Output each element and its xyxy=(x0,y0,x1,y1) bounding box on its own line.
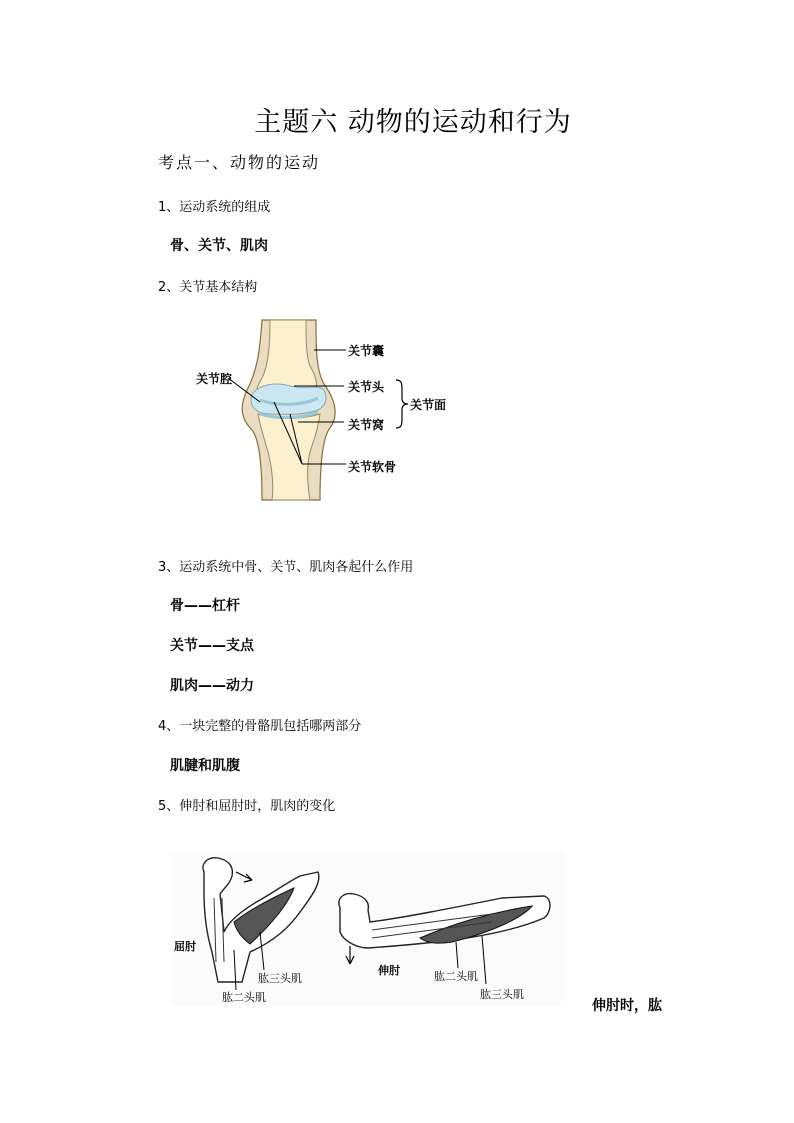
label-extend-biceps: 肱二头肌 xyxy=(434,970,478,983)
question-2: 2、关节基本结构 xyxy=(158,280,258,295)
question-5: 5、伸肘和屈肘时，肌肉的变化 xyxy=(158,799,336,814)
label-extend-triceps: 肱三头肌 xyxy=(480,988,524,1001)
question-4: 4、一块完整的骨骼肌包括哪两部分 xyxy=(158,719,362,734)
arm-illustration xyxy=(172,852,566,1006)
answer-4: 肌腱和肌腹 xyxy=(170,758,240,774)
joint-diagram xyxy=(190,318,470,502)
label-cartilage: 关节软骨 xyxy=(348,460,397,474)
question-3: 3、运动系统中骨、关节、肌肉各起什么作用 xyxy=(158,560,414,575)
label-capsule: 关节囊 xyxy=(348,344,385,358)
label-flex-triceps: 肱三头肌 xyxy=(258,972,302,985)
section-heading: 考点一、动物的运动 xyxy=(158,153,321,172)
label-flex: 屈肘 xyxy=(174,940,196,953)
label-flex-biceps: 肱二头肌 xyxy=(222,991,266,1004)
label-cavity: 关节腔 xyxy=(196,372,233,386)
label-extend: 伸肘 xyxy=(378,964,400,977)
answer-1: 骨、关节、肌肉 xyxy=(170,238,268,254)
label-surface: 关节面 xyxy=(410,398,447,412)
answer-3-2: 关节——支点 xyxy=(170,638,254,654)
answer-3-1: 骨——杠杆 xyxy=(170,598,240,614)
page-title: 主题六 动物的运动和行为 xyxy=(254,107,572,138)
brace-shape xyxy=(396,380,408,428)
question-1: 1、运动系统的组成 xyxy=(158,200,271,215)
answer-3-3: 肌肉——动力 xyxy=(170,678,254,694)
label-socket: 关节窝 xyxy=(348,418,385,432)
label-head: 关节头 xyxy=(348,380,385,394)
arm-diagram xyxy=(172,852,566,1006)
trailing-text: 伸肘时，肱 xyxy=(592,998,662,1014)
